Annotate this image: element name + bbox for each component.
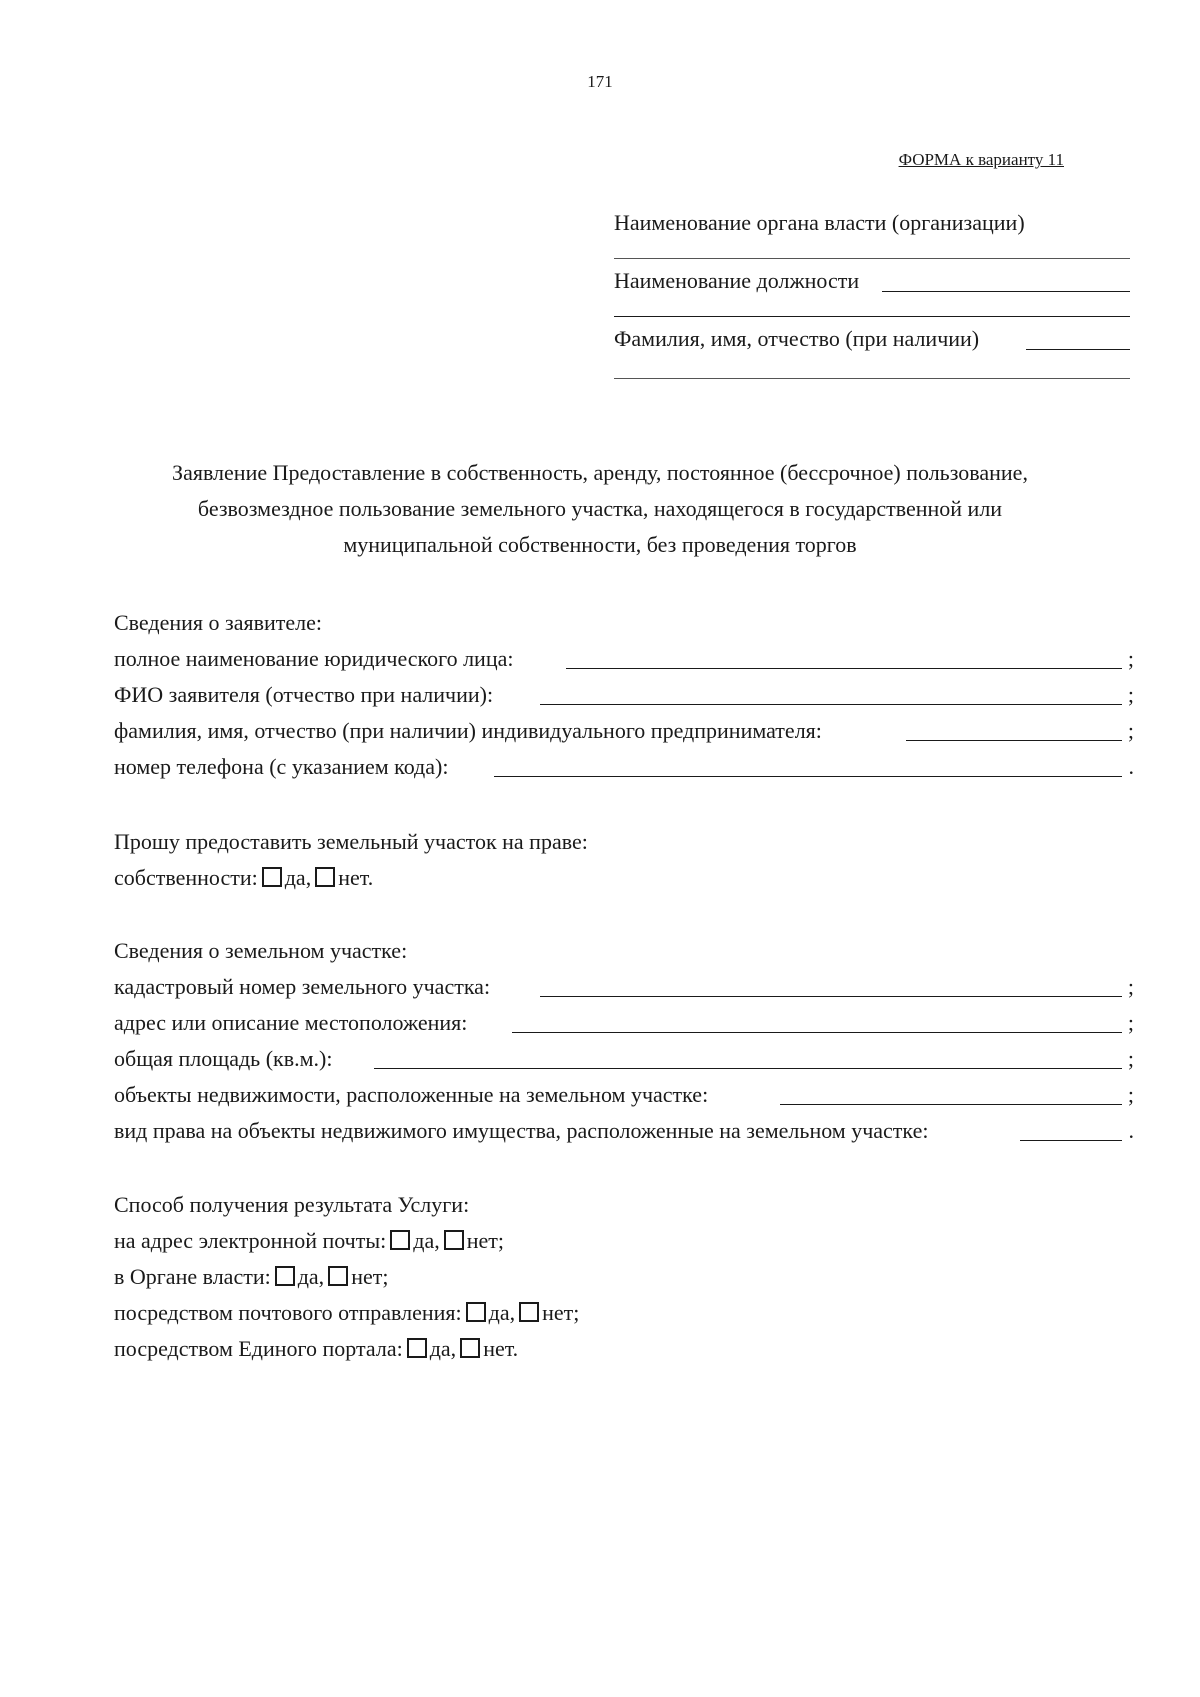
land-heading-text: Сведения о земельном участке: [114, 938, 408, 963]
address-row [114, 1009, 1134, 1037]
title-line-2: безвозмездное пользование земельного участка, находящегося в государственной или [197, 496, 1003, 521]
semicolon: ; [1127, 682, 1134, 707]
cadastral-row [114, 973, 1134, 1001]
fullname-line [614, 326, 1130, 352]
no-label: нет; [542, 1300, 580, 1325]
phone-label: номер телефона (с указанием кода): [114, 754, 449, 779]
phone-row [114, 753, 1134, 781]
applicant-heading [114, 609, 1134, 637]
semicolon: ; [1127, 718, 1134, 743]
document-title [0, 455, 1200, 563]
portal-row [114, 1335, 1134, 1363]
position-label: Наименование должности [614, 268, 860, 293]
email-no-checkbox[interactable] [444, 1230, 464, 1250]
request-heading [114, 828, 1134, 856]
yes-label: да, [413, 1228, 440, 1253]
fio-row [114, 681, 1134, 709]
fio-field[interactable] [540, 704, 1122, 705]
cadastral-field[interactable] [540, 996, 1122, 997]
ownership-label: собственности: [114, 865, 258, 890]
fio-label: ФИО заявителя (отчество при наличии): [114, 682, 494, 707]
no-label: нет. [338, 865, 374, 890]
legal-name-field[interactable] [566, 668, 1122, 669]
fullname-field-2[interactable] [614, 378, 1130, 379]
ownership-row [114, 864, 1134, 892]
no-label: нет. [483, 1336, 519, 1361]
semicolon: ; [1127, 974, 1134, 999]
rights-label: вид права на объекты недвижимого имущества, расположенные на земельном участке: [114, 1118, 929, 1143]
semicolon: ; [1127, 646, 1134, 671]
mail-no-checkbox[interactable] [519, 1302, 539, 1322]
office-yes-checkbox[interactable] [275, 1266, 295, 1286]
cadastral-label: кадастровый номер земельного участка: [114, 974, 491, 999]
area-row [114, 1045, 1134, 1073]
rights-field[interactable] [1020, 1140, 1122, 1141]
objects-field[interactable] [780, 1104, 1122, 1105]
portal-label: посредством Единого портала: [114, 1336, 403, 1361]
applicant-heading-text: Сведения о заявителе: [114, 610, 323, 635]
phone-field[interactable] [494, 776, 1122, 777]
entrepreneur-row [114, 717, 1134, 745]
legal-name-label: полное наименование юридического лица: [114, 646, 514, 671]
portal-no-checkbox[interactable] [460, 1338, 480, 1358]
entrepreneur-field[interactable] [906, 740, 1122, 741]
semicolon: ; [1127, 1046, 1134, 1071]
no-label: нет; [351, 1264, 389, 1289]
yes-label: да, [284, 865, 312, 890]
mail-yes-checkbox[interactable] [466, 1302, 486, 1322]
area-field[interactable] [374, 1068, 1122, 1069]
email-row [114, 1227, 1134, 1255]
delivery-heading-text: Способ получения результата Услуги: [114, 1192, 470, 1217]
objects-row [114, 1081, 1134, 1109]
ownership-yes-checkbox[interactable] [262, 867, 282, 887]
office-no-checkbox[interactable] [328, 1266, 348, 1286]
land-heading [114, 937, 1134, 965]
position-field[interactable] [882, 291, 1130, 292]
delivery-heading [114, 1191, 1134, 1219]
office-label: в Органе власти: [114, 1264, 271, 1289]
request-heading-text: Прошу предоставить земельный участок на праве: [114, 829, 588, 854]
fullname-label: Фамилия, имя, отчество (при наличии) [614, 326, 980, 351]
portal-yes-checkbox[interactable] [407, 1338, 427, 1358]
authority-label: Наименование органа власти (организации) [614, 210, 1025, 235]
semicolon: ; [1127, 1010, 1134, 1035]
objects-label: объекты недвижимости, расположенные на земельном участке: [114, 1082, 709, 1107]
mail-row [114, 1299, 1134, 1327]
title-line-3: муниципальной собственности, без проведения торгов [343, 532, 857, 557]
period: . [1128, 754, 1134, 779]
period: . [1128, 1118, 1134, 1143]
mail-label: посредством почтового отправления: [114, 1300, 462, 1325]
office-row [114, 1263, 1134, 1291]
legal-name-row [114, 645, 1134, 673]
position-field-2[interactable] [614, 316, 1130, 317]
yes-label: да, [488, 1300, 516, 1325]
address-label: адрес или описание местоположения: [114, 1010, 468, 1035]
fullname-field[interactable] [1026, 349, 1130, 350]
email-label: на адрес электронной почты: [114, 1228, 387, 1253]
semicolon: ; [1127, 1082, 1134, 1107]
form-label: ФОРМА к варианту 11 [898, 150, 1064, 169]
no-label: нет; [466, 1228, 504, 1253]
title-line-1: Заявление Предоставление в собственность, аренду, постоянное (бессрочное) пользование, [172, 460, 1028, 485]
yes-label: да, [297, 1264, 325, 1289]
position-line [614, 268, 1130, 294]
authority-label-line [614, 210, 1130, 236]
page-number: 171 [587, 72, 613, 91]
yes-label: да, [429, 1336, 457, 1361]
authority-field[interactable] [614, 258, 1130, 259]
ownership-no-checkbox[interactable] [315, 867, 335, 887]
area-label: общая площадь (кв.м.): [114, 1046, 333, 1071]
address-field[interactable] [512, 1032, 1122, 1033]
rights-row [114, 1117, 1134, 1145]
entrepreneur-label: фамилия, имя, отчество (при наличии) индивидуального предпринимателя: [114, 718, 822, 743]
email-yes-checkbox[interactable] [390, 1230, 410, 1250]
